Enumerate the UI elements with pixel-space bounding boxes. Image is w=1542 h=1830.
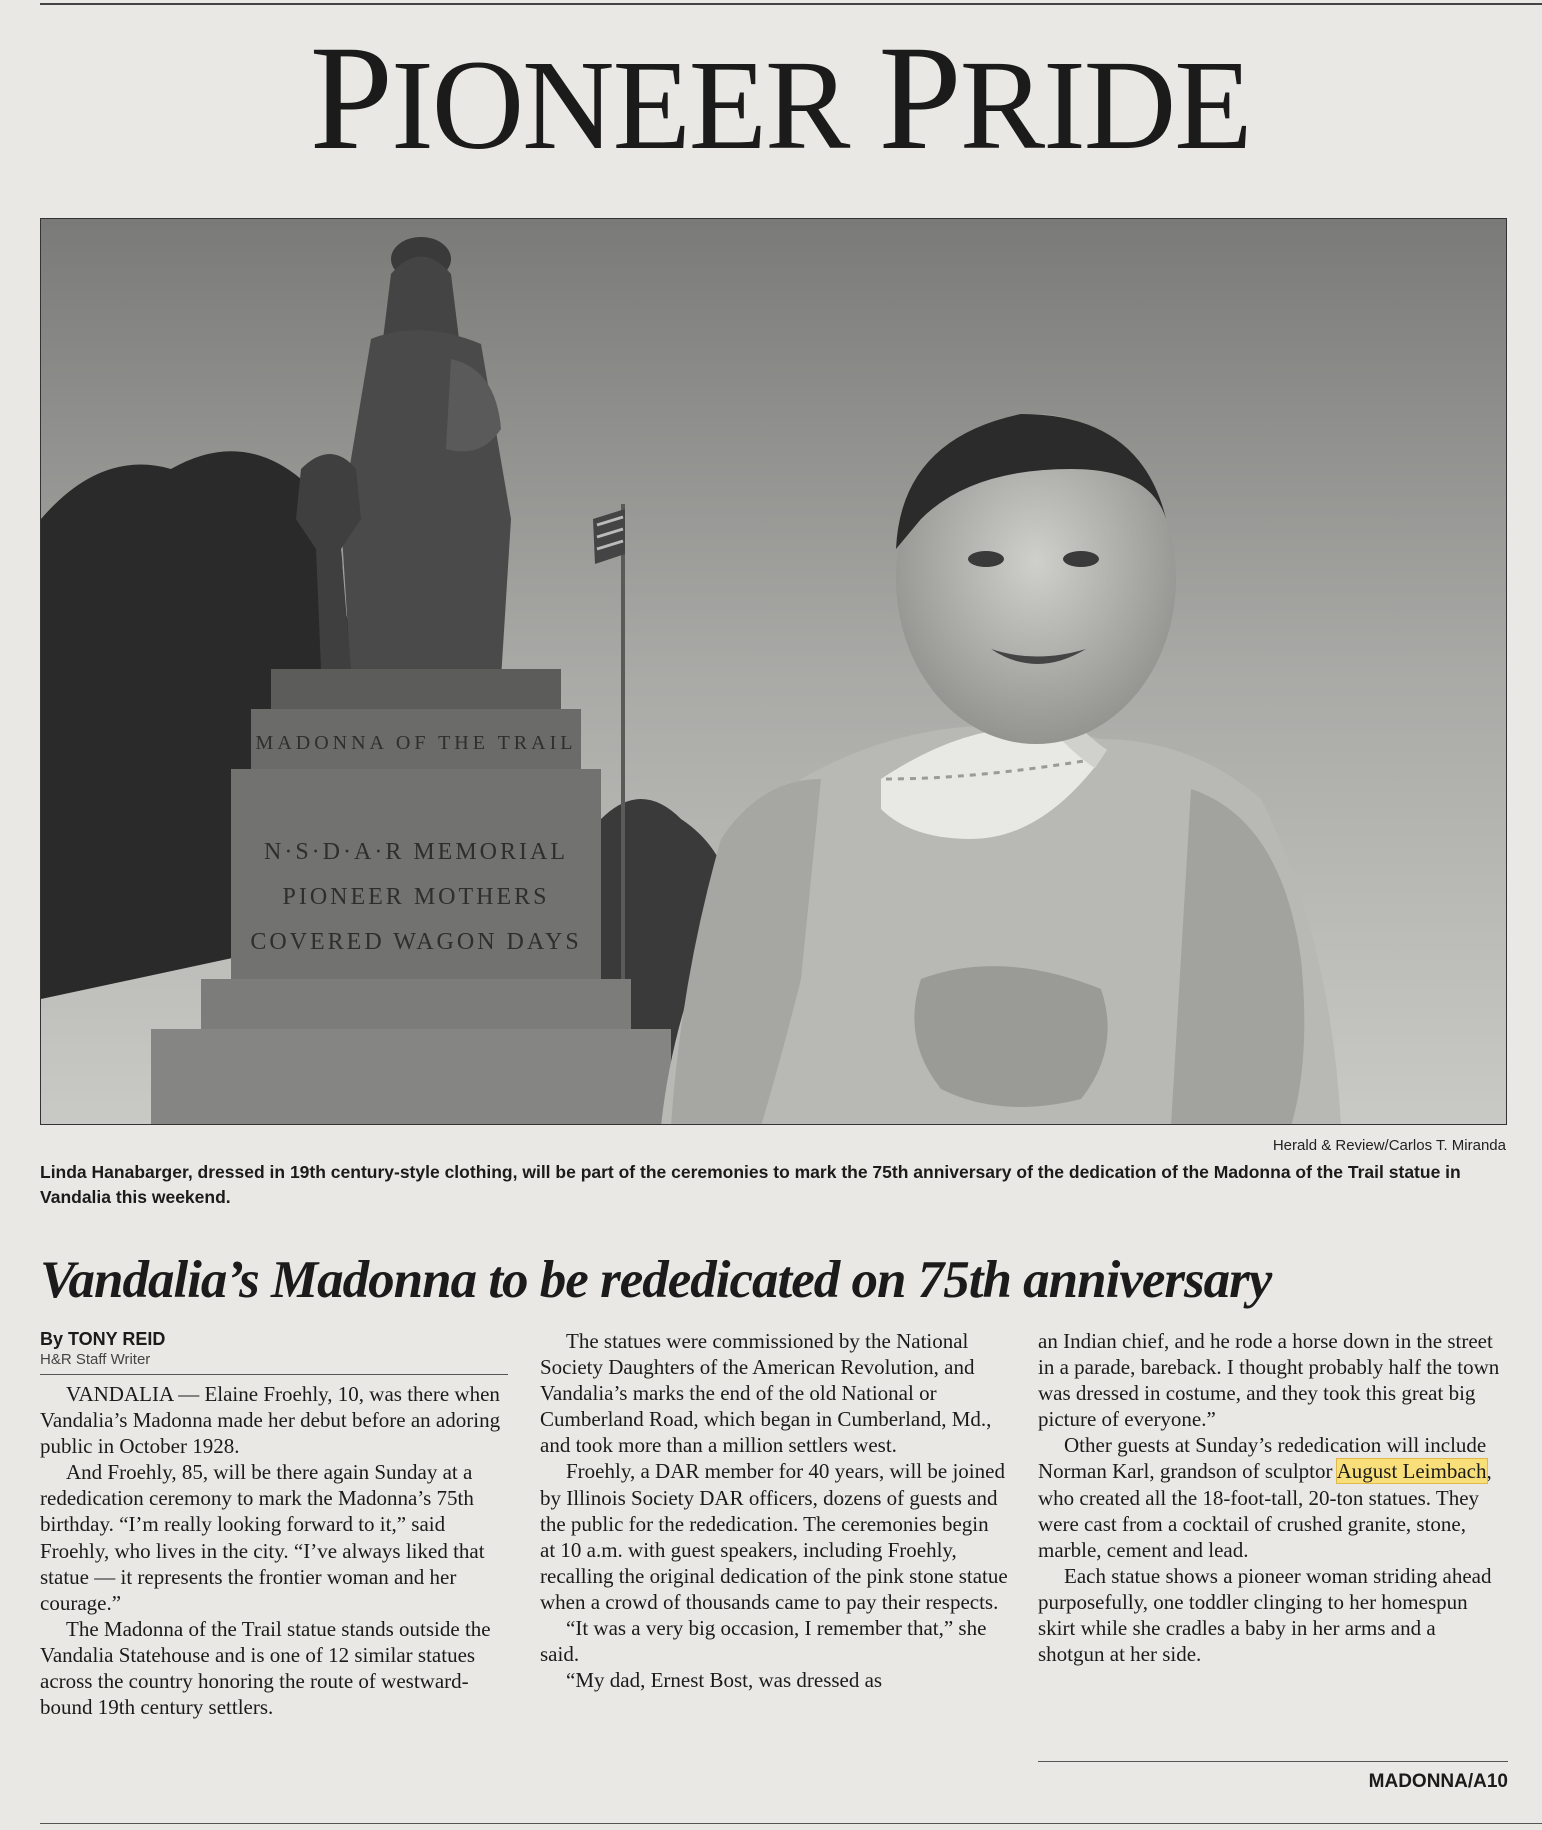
jump-rule bbox=[1038, 1761, 1508, 1762]
headline: PIONEER PRIDE bbox=[309, 15, 1251, 181]
paragraph: The statues were commissioned by the National Society Daughters of the American Revolution, and Vandalia’s marks the end of the old National or Cumberland Road, which began in Cumberland, Md., and took more than a million settlers west. bbox=[540, 1329, 992, 1458]
article-column-1 bbox=[40, 1328, 508, 1720]
photo-caption: Linda Hanabarger, dressed in 19th century-style clothing, will be part of the ceremonies to mark the 75th anniversary of the dedication of the Madonna of the Trail statue in Vandalia this weekend. bbox=[40, 1162, 1461, 1207]
plinth-text-3: PIONEER MOTHERS bbox=[282, 884, 550, 910]
top-rule bbox=[40, 3, 1542, 5]
jump-line[interactable]: MADONNA/A10 bbox=[1368, 1771, 1508, 1792]
article-column-2 bbox=[540, 1328, 1008, 1693]
article-column-3 bbox=[1038, 1328, 1506, 1667]
paragraph: The Madonna of the Trail statue stands outside the Vandalia Statehouse and is one of 12 similar statues across the country honoring the route of westward-bound 19th century settlers. bbox=[40, 1616, 491, 1720]
paragraph: an Indian chief, and he rode a horse down in the street in a parade, bareback. I thought probably half the town was dressed in costume, and they took this great big picture of everyone.” bbox=[1038, 1329, 1500, 1432]
plinth-text-4: COVERED WAGON DAYS bbox=[250, 929, 582, 955]
paragraph: Froehly, a DAR member for 40 years, will be joined by Illinois Society DAR officers, dozens of guests and the public for the rededication. The ceremonies begin at 10 a.m. with guest speakers, including Froehly, recalling the original dedication of the pink stone statue when a crowd of thousands came to pay their respects. bbox=[540, 1459, 1008, 1614]
article-subhead: Vandalia’s Madonna to be rededicated on 75th anniversary bbox=[40, 1251, 1272, 1309]
paragraph: Each statue shows a pioneer woman striding ahead purposefully, one toddler clinging to her homespun skirt while she cradles a baby in her arms and a shotgun at her side. bbox=[1038, 1563, 1492, 1667]
paragraph: “My dad, Ernest Bost, was dressed as bbox=[566, 1668, 883, 1693]
paragraph-text: Other guests at Sunday’s rededication will include Norman Karl, grandson of sculptor bbox=[1038, 1433, 1487, 1484]
paragraph-text: , who created all the 18-foot-tall, 20-ton statues. They were cast from a cocktail of crushed granite, stone, marble, cement and lead. bbox=[1038, 1459, 1492, 1562]
paragraph: And Froehly, 85, will be there again Sunday at a rededication ceremony to mark the Madonna’s 75th birthday. “I’m really looking forward to it,” said Froehly, who lives in the city. “I’ve always liked that statue — it represents the frontier woman and her courage.” bbox=[40, 1460, 485, 1615]
byline-title: H&R Staff Writer bbox=[40, 1351, 151, 1368]
plinth-text-2: N·S·D·A·R MEMORIAL bbox=[264, 839, 568, 865]
news-photo bbox=[40, 218, 1507, 1125]
bottom-rule bbox=[40, 1823, 1542, 1824]
photo-credit: Herald & Review/Carlos T. Miranda bbox=[1272, 1137, 1506, 1154]
paragraph bbox=[1038, 1432, 1506, 1562]
byline: By TONY REID bbox=[40, 1329, 166, 1349]
paragraph: “It was a very big occasion, I remember that,” she said. bbox=[540, 1616, 987, 1667]
paragraph: VANDALIA — Elaine Froehly, 10, was there when Vandalia’s Madonna made her debut before an adoring public in October 1928. bbox=[40, 1382, 501, 1459]
highlighted-name[interactable]: August Leimbach bbox=[1336, 1459, 1487, 1484]
plinth-text-1: MADONNA OF THE TRAIL bbox=[255, 732, 577, 754]
byline-rule bbox=[40, 1374, 508, 1375]
